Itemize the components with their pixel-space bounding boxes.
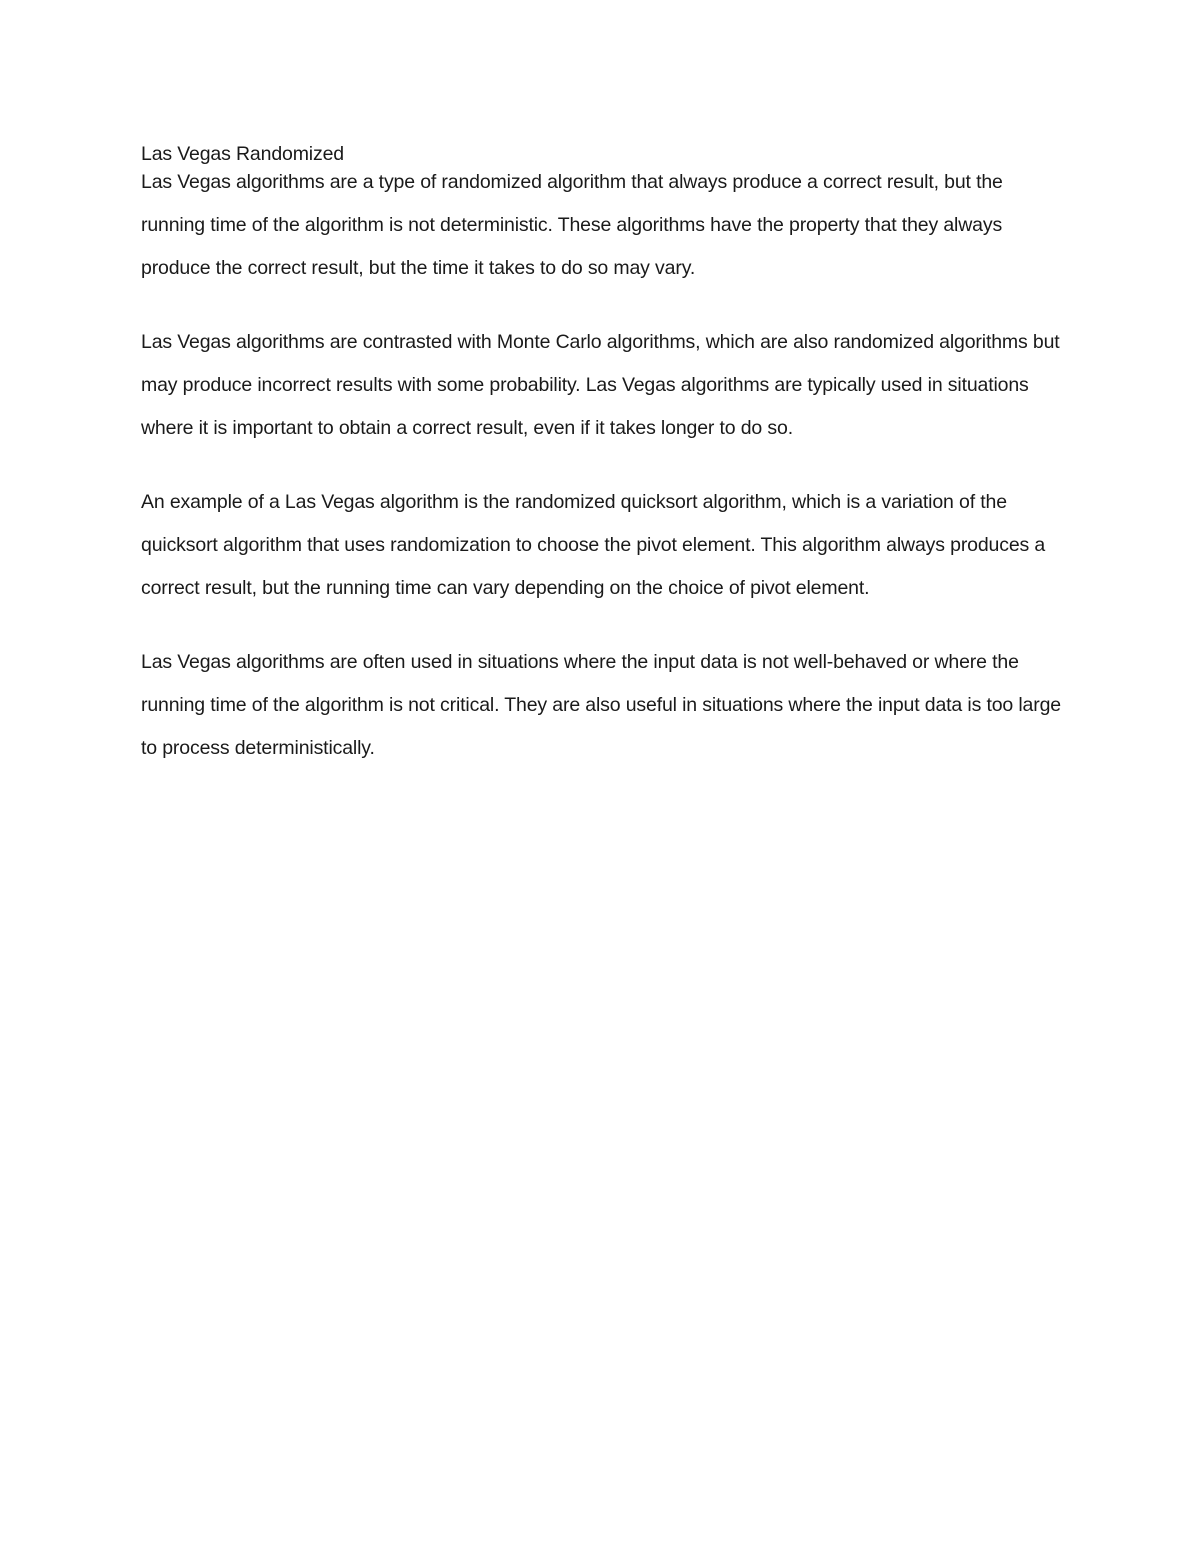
paragraph-1: Las Vegas algorithms are a type of randomized algorithm that always produce a correct result, but the running time of the algorithm is not deterministic. These algorithms have the property that they always produce the correct result, but the time it takes to do so may vary. — [141, 171, 1003, 279]
paragraph-2: Las Vegas algorithms are contrasted with Monte Carlo algorithms, which are also randomized algorithms but may produce incorrect results with some probability. Las Vegas algorithms are typically used in situations where it is important to obtain a correct result, even if it takes longer to do so. — [141, 331, 1060, 439]
document-title: Las Vegas Randomized — [141, 143, 344, 165]
document-body — [141, 139, 1061, 801]
paragraph-4: Las Vegas algorithms are often used in situations where the input data is not well-behaved or where the running time of the algorithm is not critical. They are also useful in situations where the input data is too large to process deterministically. — [141, 651, 1061, 759]
paragraph-3: An example of a Las Vegas algorithm is the randomized quicksort algorithm, which is a variation of the quicksort algorithm that uses randomization to choose the pivot element. This algorithm always produces a correct result, but the running time can vary depending on the choice of pivot element. — [141, 491, 1046, 599]
